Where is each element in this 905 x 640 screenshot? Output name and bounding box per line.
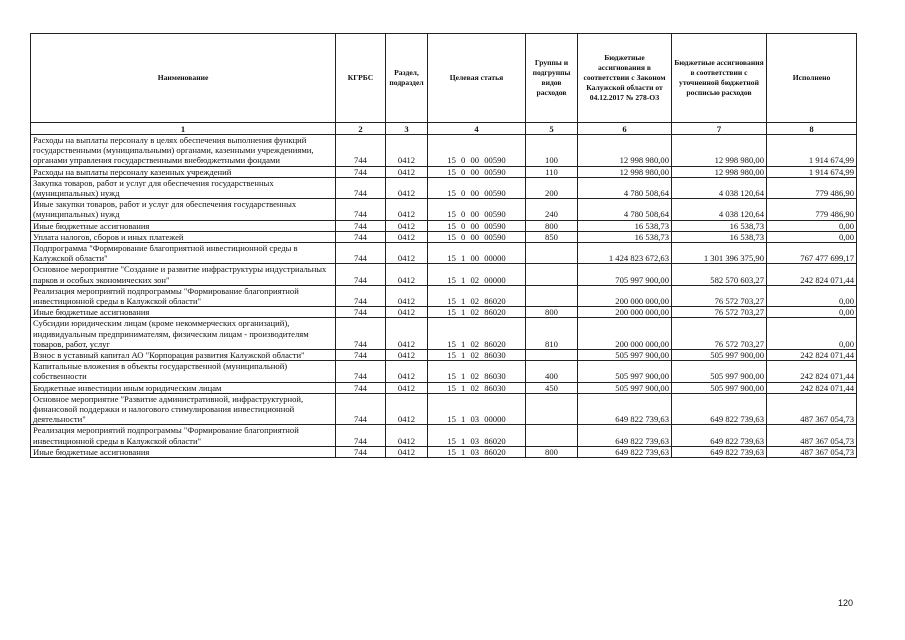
row-refined-amount: 76 572 703,27 <box>672 307 767 318</box>
row-name: Иные бюджетные ассигнования <box>31 220 336 231</box>
table-row <box>31 318 857 350</box>
row-group <box>526 264 578 285</box>
row-group: 850 <box>526 231 578 242</box>
row-executed-amount: 242 824 071,44 <box>767 382 857 393</box>
row-executed-amount: 487 367 054,73 <box>767 446 857 457</box>
header-section: Раздел, подраздел <box>386 34 428 123</box>
row-kgrbs: 744 <box>336 361 386 382</box>
row-refined-amount: 76 572 703,27 <box>672 285 767 306</box>
row-executed-amount: 0,00 <box>767 220 857 231</box>
row-kgrbs: 744 <box>336 350 386 361</box>
row-refined-amount: 76 572 703,27 <box>672 318 767 350</box>
row-refined-amount: 1 301 396 375,90 <box>672 243 767 264</box>
row-target: 15 1 03 86020 <box>428 446 526 457</box>
row-refined-amount: 505 997 900,00 <box>672 350 767 361</box>
row-target: 15 1 00 00000 <box>428 243 526 264</box>
row-law-amount: 505 997 900,00 <box>578 350 672 361</box>
row-kgrbs: 744 <box>336 285 386 306</box>
row-name: Иные бюджетные ассигнования <box>31 307 336 318</box>
row-law-amount: 705 997 900,00 <box>578 264 672 285</box>
row-kgrbs: 744 <box>336 425 386 446</box>
row-target: 15 1 02 86020 <box>428 318 526 350</box>
table-row <box>31 285 857 306</box>
row-group: 810 <box>526 318 578 350</box>
row-group: 200 <box>526 177 578 198</box>
column-number-row <box>31 123 857 135</box>
row-law-amount: 200 000 000,00 <box>578 318 672 350</box>
row-target: 15 1 03 00000 <box>428 393 526 425</box>
row-section: 0412 <box>386 361 428 382</box>
row-law-amount: 649 822 739,63 <box>578 446 672 457</box>
row-name: Взнос в уставный капитал АО "Корпорация развития Калужской области" <box>31 350 336 361</box>
row-section: 0412 <box>386 285 428 306</box>
row-kgrbs: 744 <box>336 382 386 393</box>
row-section: 0412 <box>386 382 428 393</box>
column-number: 1 <box>31 123 336 135</box>
row-law-amount: 16 538,73 <box>578 231 672 242</box>
row-name: Бюджетные инвестиции иным юридическим лицам <box>31 382 336 393</box>
row-law-amount: 649 822 739,63 <box>578 425 672 446</box>
row-section: 0412 <box>386 231 428 242</box>
row-law-amount: 200 000 000,00 <box>578 285 672 306</box>
row-name: Уплата налогов, сборов и иных платежей <box>31 231 336 242</box>
table-row <box>31 264 857 285</box>
table-row <box>31 177 857 198</box>
table-row <box>31 446 857 457</box>
row-kgrbs: 744 <box>336 264 386 285</box>
row-section: 0412 <box>386 393 428 425</box>
row-law-amount: 12 998 980,00 <box>578 166 672 177</box>
table-row <box>31 231 857 242</box>
table-row <box>31 199 857 220</box>
row-section: 0412 <box>386 264 428 285</box>
row-executed-amount: 0,00 <box>767 307 857 318</box>
row-kgrbs: 744 <box>336 318 386 350</box>
column-number: 8 <box>767 123 857 135</box>
column-number: 7 <box>672 123 767 135</box>
column-number: 6 <box>578 123 672 135</box>
row-name: Капитальные вложения в объекты государственной (муниципальной) собственности <box>31 361 336 382</box>
column-number: 2 <box>336 123 386 135</box>
row-kgrbs: 744 <box>336 231 386 242</box>
row-refined-amount: 649 822 739,63 <box>672 393 767 425</box>
row-refined-amount: 16 538,73 <box>672 220 767 231</box>
column-number: 5 <box>526 123 578 135</box>
row-law-amount: 16 538,73 <box>578 220 672 231</box>
row-kgrbs: 744 <box>336 135 386 167</box>
row-law-amount: 4 780 508,64 <box>578 177 672 198</box>
row-refined-amount: 649 822 739,63 <box>672 425 767 446</box>
row-law-amount: 505 997 900,00 <box>578 382 672 393</box>
table-row <box>31 350 857 361</box>
row-group <box>526 425 578 446</box>
row-section: 0412 <box>386 307 428 318</box>
row-refined-amount: 649 822 739,63 <box>672 446 767 457</box>
row-section: 0412 <box>386 425 428 446</box>
row-section: 0412 <box>386 177 428 198</box>
row-target: 15 1 02 86020 <box>428 307 526 318</box>
row-name: Закупка товаров, работ и услуг для обеспечения государственных (муниципальных) нужд <box>31 177 336 198</box>
table-row <box>31 425 857 446</box>
header-name: Наименование <box>31 34 336 123</box>
row-refined-amount: 505 997 900,00 <box>672 382 767 393</box>
row-target: 15 0 00 00590 <box>428 135 526 167</box>
table-row <box>31 243 857 264</box>
row-kgrbs: 744 <box>336 166 386 177</box>
header-groups: Группы и подгруппы видов расходов <box>526 34 578 123</box>
row-group: 400 <box>526 361 578 382</box>
row-section: 0412 <box>386 199 428 220</box>
row-name: Подпрограмма "Формирование благоприятной инвестиционной среды в Калужской области" <box>31 243 336 264</box>
row-target: 15 0 00 00590 <box>428 220 526 231</box>
row-section: 0412 <box>386 243 428 264</box>
header-kgrbs: КГРБС <box>336 34 386 123</box>
row-refined-amount: 16 538,73 <box>672 231 767 242</box>
row-target: 15 1 02 86030 <box>428 382 526 393</box>
row-group: 450 <box>526 382 578 393</box>
row-group: 800 <box>526 220 578 231</box>
table-row <box>31 307 857 318</box>
row-kgrbs: 744 <box>336 243 386 264</box>
row-name: Расходы на выплаты персоналу в целях обеспечения выполнения функций государственными (муниципальными) органами, казенными учреждениями, органами управления государственными внебюджетными фондами <box>31 135 336 167</box>
row-section: 0412 <box>386 318 428 350</box>
header-executed: Исполнено <box>767 34 857 123</box>
row-target: 15 1 03 86020 <box>428 425 526 446</box>
row-law-amount: 505 997 900,00 <box>578 361 672 382</box>
row-group: 800 <box>526 446 578 457</box>
row-group <box>526 393 578 425</box>
header-refined-allocations: Бюджетные ассигнования в соответствии с уточненной бюджетной росписью расходов <box>672 34 767 123</box>
row-law-amount: 649 822 739,63 <box>578 393 672 425</box>
row-target: 15 1 02 00000 <box>428 264 526 285</box>
row-refined-amount: 505 997 900,00 <box>672 361 767 382</box>
column-number: 4 <box>428 123 526 135</box>
row-refined-amount: 582 570 603,27 <box>672 264 767 285</box>
row-kgrbs: 744 <box>336 446 386 457</box>
column-number: 3 <box>386 123 428 135</box>
row-executed-amount: 767 477 699,17 <box>767 243 857 264</box>
row-kgrbs: 744 <box>336 307 386 318</box>
row-group: 110 <box>526 166 578 177</box>
row-group <box>526 243 578 264</box>
row-executed-amount: 0,00 <box>767 285 857 306</box>
row-executed-amount: 487 367 054,73 <box>767 425 857 446</box>
row-law-amount: 12 998 980,00 <box>578 135 672 167</box>
row-section: 0412 <box>386 350 428 361</box>
page-number: 120 <box>838 598 854 608</box>
table-row <box>31 382 857 393</box>
row-refined-amount: 4 038 120,64 <box>672 177 767 198</box>
row-group: 800 <box>526 307 578 318</box>
row-target: 15 1 02 86030 <box>428 361 526 382</box>
row-executed-amount: 242 824 071,44 <box>767 350 857 361</box>
table-body <box>31 135 857 458</box>
budget-table <box>30 33 857 458</box>
row-name: Реализация мероприятий подпрограммы "Формирование благоприятной инвестиционной среды в Калужской области" <box>31 425 336 446</box>
table-row <box>31 166 857 177</box>
row-executed-amount: 487 367 054,73 <box>767 393 857 425</box>
row-name: Расходы на выплаты персоналу казенных учреждений <box>31 166 336 177</box>
row-name: Реализация мероприятий подпрограммы "Формирование благоприятной инвестиционной среды в Калужской области" <box>31 285 336 306</box>
table-row <box>31 135 857 167</box>
row-name: Иные бюджетные ассигнования <box>31 446 336 457</box>
row-target: 15 1 02 86020 <box>428 285 526 306</box>
row-executed-amount: 0,00 <box>767 231 857 242</box>
row-refined-amount: 4 038 120,64 <box>672 199 767 220</box>
row-executed-amount: 779 486,90 <box>767 199 857 220</box>
row-target: 15 1 02 86030 <box>428 350 526 361</box>
row-target: 15 0 00 00590 <box>428 166 526 177</box>
row-name: Субсидии юридическим лицам (кроме некоммерческих организаций), индивидуальным предпринимателям, физическим лицам - производителям товаров, работ, услуг <box>31 318 336 350</box>
row-target: 15 0 00 00590 <box>428 199 526 220</box>
row-executed-amount: 1 914 674,99 <box>767 166 857 177</box>
row-kgrbs: 744 <box>336 393 386 425</box>
table-row <box>31 220 857 231</box>
row-target: 15 0 00 00590 <box>428 231 526 242</box>
row-name: Иные закупки товаров, работ и услуг для обеспечения государственных (муниципальных) нужд <box>31 199 336 220</box>
header-target: Целевая статья <box>428 34 526 123</box>
row-kgrbs: 744 <box>336 220 386 231</box>
row-law-amount: 4 780 508,64 <box>578 199 672 220</box>
row-refined-amount: 12 998 980,00 <box>672 135 767 167</box>
row-group <box>526 285 578 306</box>
table-row <box>31 361 857 382</box>
row-name: Основное мероприятие "Развитие административной, инфраструктурной, финансовой поддержки и налогового стимулирования инвестиционной деятельности" <box>31 393 336 425</box>
table-row <box>31 393 857 425</box>
row-kgrbs: 744 <box>336 199 386 220</box>
header-row <box>31 34 857 123</box>
row-section: 0412 <box>386 220 428 231</box>
row-name: Основное мероприятие "Создание и развитие инфраструктуры индустриальных парков и особых экономических зон" <box>31 264 336 285</box>
header-law-allocations: Бюджетные ассигнования в соответствии с Законом Калужской области от 04.12.2017 № 278-ОЗ <box>578 34 672 123</box>
row-executed-amount: 1 914 674,99 <box>767 135 857 167</box>
row-group <box>526 350 578 361</box>
row-section: 0412 <box>386 446 428 457</box>
row-law-amount: 200 000 000,00 <box>578 307 672 318</box>
row-executed-amount: 0,00 <box>767 318 857 350</box>
row-group: 240 <box>526 199 578 220</box>
row-executed-amount: 242 824 071,44 <box>767 361 857 382</box>
row-law-amount: 1 424 823 672,63 <box>578 243 672 264</box>
row-section: 0412 <box>386 166 428 177</box>
row-section: 0412 <box>386 135 428 167</box>
row-target: 15 0 00 00590 <box>428 177 526 198</box>
row-executed-amount: 779 486,90 <box>767 177 857 198</box>
row-group: 100 <box>526 135 578 167</box>
row-executed-amount: 242 824 071,44 <box>767 264 857 285</box>
row-kgrbs: 744 <box>336 177 386 198</box>
row-refined-amount: 12 998 980,00 <box>672 166 767 177</box>
